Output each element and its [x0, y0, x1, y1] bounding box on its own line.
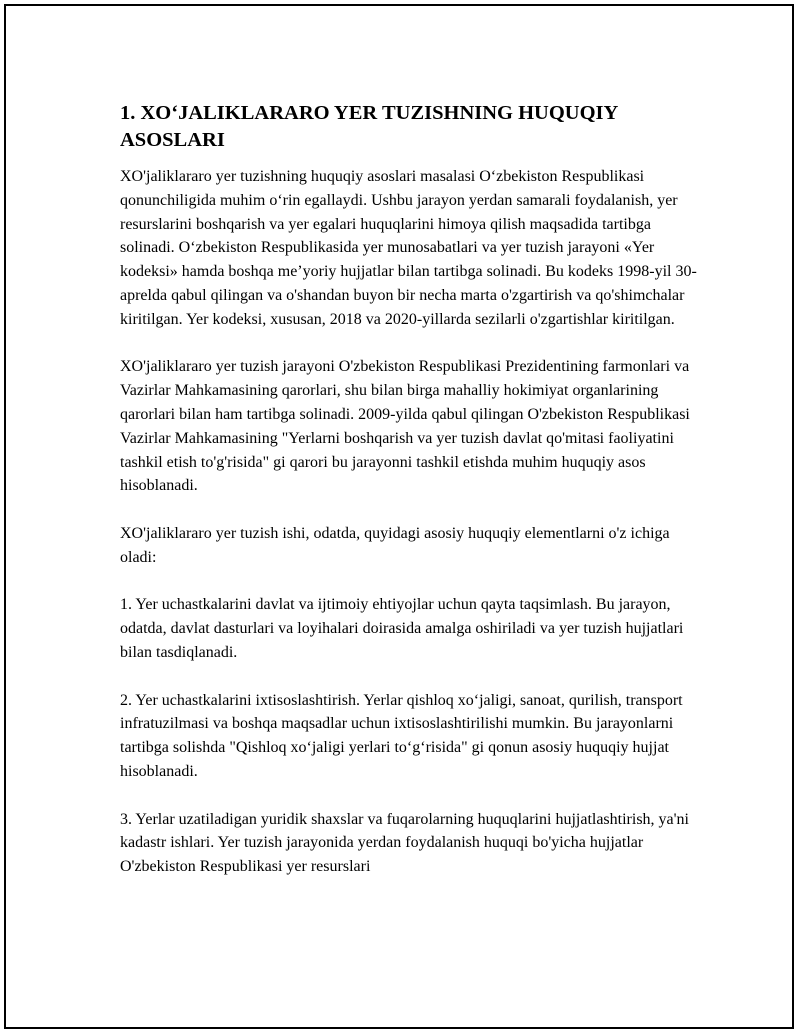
paragraph: XO'jaliklararo yer tuzish ishi, odatda, quyidagi asosiy huquqiy elementlarni o'z ichiga oladi:: [120, 524, 670, 566]
paragraph: XO'jaliklararo yer tuzishning huquqiy asoslari masalasi O‘zbekiston Respublikasi qonunchiligida muhim o‘rin egallaydi. Ushbu jarayon yerdan samarali foydalanish, yer resurslarini boshqarish va yer egalari huquqlarini himoya qilish maqsadida tartibga solinadi. O‘zbekiston Respublikasida yer munosabatlari va yer tuzish jarayoni «Yer kodeksi» hamda boshqa me’yoriy hujjatlar bilan tartibga solinadi. Bu kodeks 1998-yil 30-aprelda qabul qilingan va o'shandan buyon bir necha marta o'zgartirish va qo'shimchalar kiritilgan. Yer kodeksi, xususan, 2018 va 2020-yillarda sezilarli o'zgartishlar kiritilgan.: [120, 168, 697, 328]
document-page: [4, 4, 794, 1029]
paragraph: XO'jaliklararo yer tuzish jarayoni O'zbekiston Respublikasi Prezidentining farmonlari va Vazirlar Mahkamasining qarorlari, shu bilan birga mahalliy hokimiyat organlarining qarorlari bilan ham tartibga solinadi. 2009-yilda qabul qilingan O'zbekiston Respublikasi Vazirlar Mahkamasining "Yerlarni boshqarish va yer tuzish davlat qo'mitasi faoliyatini tashkil etish to'g'risida" gi qarori bu jarayonni tashkil etishda muhim huquqiy asos hisoblanadi.: [120, 358, 690, 495]
list-item: 3. Yerlar uzatiladigan yuridik shaxslar va fuqarolarning huquqlarini hujjatlashtirish, ya'ni kadastr ishlari. Yer tuzish jarayonida yerdan foydalanish huquqi bo'yicha hujjatlar O'zbekiston Respublikasi yer resurslari: [120, 810, 689, 876]
list-item: 2. Yer uchastkalarini ixtisoslashtirish. Yerlar qishloq xo‘jaligi, sanoat, qurilish, transport infratuzilmasi va boshqa maqsadlar uchun ixtisoslashtirilishi mumkin. Bu jarayonlarni tartibga solishda "Qishloq xo‘jaligi yerlari to‘g‘risida" gi qonun asosiy huquqiy hujjat hisoblanadi.: [120, 691, 683, 780]
document-body: [120, 100, 700, 879]
section-title: 1. XO‘JALIKLARARO YER TUZISHNING HUQUQIY ASOSLARI: [120, 102, 618, 151]
list-item: 1. Yer uchastkalarini davlat va ijtimoiy ehtiyojlar uchun qayta taqsimlash. Bu jarayon, odatda, davlat dasturlari va loyihalari doirasida amalga oshiriladi va yer tuzish hujjatlari bilan tasdiqlanadi.: [120, 596, 684, 661]
